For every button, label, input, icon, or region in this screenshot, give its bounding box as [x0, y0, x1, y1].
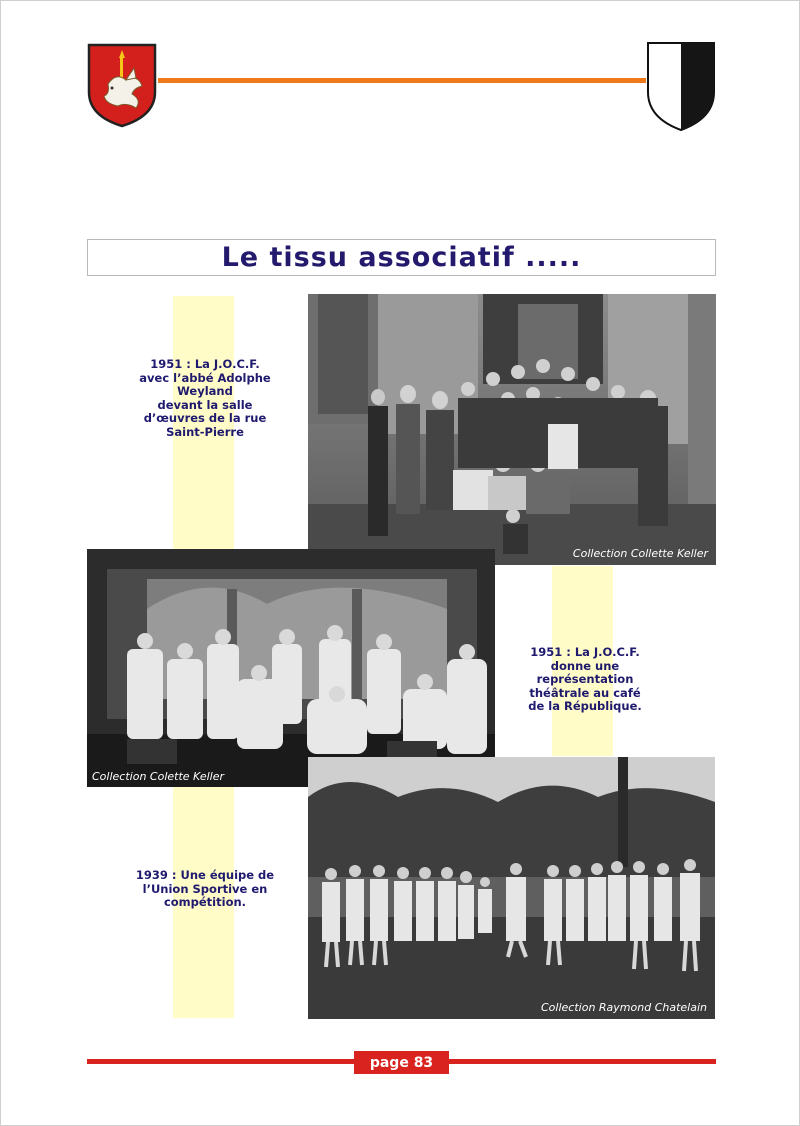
caption-line: avec l’abbé Adolphe [139, 370, 271, 385]
black-white-shield-icon [645, 40, 717, 132]
dragon-coat-of-arms-icon [86, 42, 158, 128]
caption-line: 1951 : La J.O.C.F. [150, 357, 260, 371]
caption-line: compétition. [163, 895, 247, 909]
caption-jocf-theatre [510, 646, 660, 714]
title-box [87, 239, 716, 276]
caption-jocf-group [130, 358, 280, 439]
caption-line: théâtrale au café [529, 685, 641, 700]
caption-line: l’Union Sportive en [142, 881, 268, 896]
photo-jocf-theatre [87, 549, 495, 787]
caption-line: 1951 : La J.O.C.F. [530, 645, 640, 659]
page-number-badge: page 83 [354, 1051, 449, 1074]
photo-union-sportive [308, 757, 715, 1019]
page-title: Le tissu associatif ..... [221, 242, 582, 273]
caption-line: Weyland [177, 384, 233, 398]
credit-text: Collection Colette Keller [92, 770, 225, 783]
caption-line: Saint-Pierre [166, 424, 244, 439]
photo-jocf-group [308, 294, 716, 565]
credit-text: Collection Collette Keller [572, 547, 708, 560]
caption-union-sportive [130, 869, 280, 910]
caption-line: d’œuvres de la rue [143, 411, 267, 425]
caption-line: devant la salle [157, 397, 253, 412]
caption-line: de la République. [528, 699, 642, 713]
caption-line: donne une [550, 658, 620, 673]
header-rule [158, 78, 646, 83]
caption-line: 1939 : Une équipe de [135, 868, 275, 882]
caption-line: représentation [536, 672, 634, 686]
credit-text: Collection Raymond Chatelain [541, 1001, 707, 1014]
